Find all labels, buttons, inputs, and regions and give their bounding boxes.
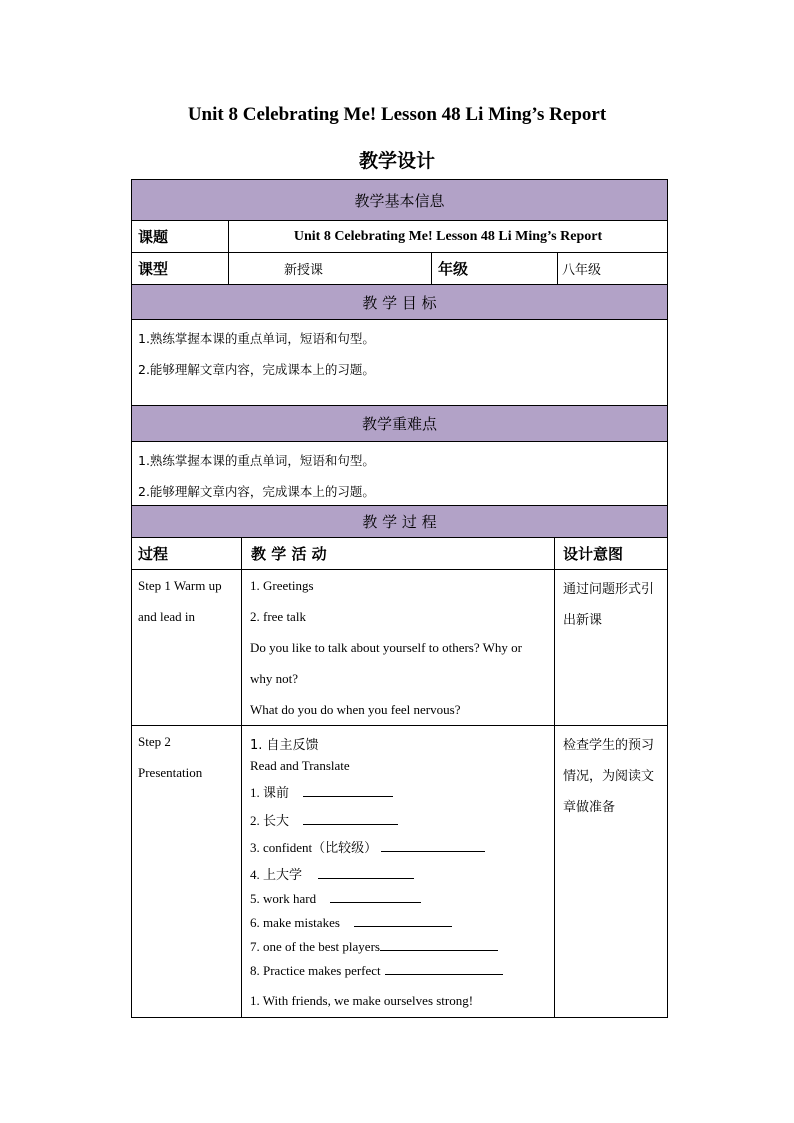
- translate-item-text: 4. 上大学: [250, 867, 303, 882]
- type-row: [132, 253, 667, 285]
- step-1-activities: [242, 570, 555, 725]
- step-2-intent: [555, 726, 667, 1017]
- step-1-row: [132, 570, 667, 726]
- answer-blank: [385, 962, 503, 975]
- column-header-step: 过程: [132, 538, 242, 569]
- activity-line: Do you like to talk about yourself to others? Why or: [250, 640, 522, 655]
- objectives-header: [132, 285, 667, 320]
- grade-value: 八年级: [562, 263, 602, 278]
- grade-label: 年级: [432, 253, 558, 284]
- objectives-body: [132, 320, 667, 406]
- key-point-item: 2.能够理解文章内容，完成课本上的习题。: [138, 484, 375, 499]
- translate-item-text: 1. 课前: [250, 785, 290, 800]
- translate-item: [250, 938, 498, 955]
- topic-label: 课题: [132, 221, 229, 252]
- example-sentence: 1. With friends, we make ourselves strong!: [250, 993, 474, 1008]
- objective-item: 1.熟练掌握本课的重点单词，短语和句型。: [138, 331, 375, 346]
- step-2-name: [132, 726, 242, 1017]
- document-title: Unit 8 Celebrating Me! Lesson 48 Li Ming’s Report: [187, 104, 607, 125]
- activity-line: What do you do when you feel nervous?: [250, 702, 461, 717]
- answer-blank: [381, 839, 485, 852]
- activity-line: 2. free talk: [250, 609, 306, 624]
- step-2-activities: [242, 726, 555, 1017]
- translate-item-text: 6. make mistakes: [250, 915, 340, 930]
- activity-line: 1. Greetings: [250, 578, 314, 593]
- intent-line: 情况，为阅读文: [563, 769, 655, 784]
- objective-item: 2.能够理解文章内容，完成课本上的习题。: [138, 362, 375, 377]
- objectives-header-text: 教 学 目 标: [362, 293, 437, 312]
- process-header: [132, 506, 667, 538]
- intent-line: 检查学生的预习: [563, 738, 655, 753]
- translate-item-text: 3. confident（比较级）: [250, 840, 378, 855]
- basic-info-header: [132, 180, 667, 221]
- document-subtitle: 教学设计: [358, 150, 435, 172]
- intent-line: 通过问题形式引: [563, 582, 655, 597]
- key-points-header: [132, 406, 667, 442]
- translate-item: [250, 782, 393, 801]
- step-1-name: [132, 570, 242, 725]
- answer-blank: [354, 914, 452, 927]
- process-column-headers: [132, 538, 667, 570]
- column-header-activity: 教 学 活 动: [242, 538, 555, 569]
- key-points-header-text: 教学重难点: [361, 415, 437, 433]
- translate-item-text: 7. one of the best players: [250, 939, 380, 954]
- step-2-row: [132, 726, 667, 1017]
- topic-row: [132, 221, 667, 253]
- translate-item: [250, 914, 452, 931]
- intent-line: 章做准备: [563, 800, 616, 815]
- answer-blank: [380, 938, 498, 951]
- translate-item-text: 2. 长大: [250, 813, 290, 828]
- key-point-item: 1.熟练掌握本课的重点单词，短语和句型。: [138, 453, 375, 468]
- sub-task: Read and Translate: [250, 758, 350, 773]
- answer-blank: [318, 866, 414, 879]
- sub-heading: 1. 自主反馈: [250, 738, 319, 753]
- type-label: 课型: [132, 253, 229, 284]
- answer-blank: [303, 812, 398, 825]
- translate-item: [250, 890, 421, 907]
- step-1-name-line: and lead in: [138, 609, 196, 624]
- step-2-name-line: Presentation: [138, 765, 203, 780]
- activity-line: why not?: [250, 671, 299, 686]
- answer-blank: [330, 890, 421, 903]
- translate-item: [250, 864, 414, 883]
- translate-item-text: 5. work hard: [250, 891, 317, 906]
- key-points-body: [132, 442, 667, 506]
- translate-item: [250, 837, 485, 856]
- lesson-plan-table: [131, 179, 668, 1018]
- topic-value: Unit 8 Celebrating Me! Lesson 48 Li Ming’s Report: [293, 228, 603, 244]
- answer-blank: [303, 784, 393, 797]
- type-value: 新授课: [229, 253, 432, 284]
- translate-item: [250, 962, 503, 979]
- basic-info-header-text: 教学基本信息: [354, 191, 445, 210]
- process-header-text: 教 学 过 程: [362, 513, 437, 531]
- step-1-intent: [555, 570, 667, 725]
- step-1-name-line: Step 1 Warm up: [138, 578, 222, 593]
- intent-line: 出新课: [563, 613, 603, 628]
- translate-item: [250, 810, 398, 829]
- column-header-intent: 设计意图: [563, 545, 624, 563]
- translate-item-text: 8. Practice makes perfect: [250, 963, 381, 978]
- step-2-name-line: Step 2: [138, 734, 171, 749]
